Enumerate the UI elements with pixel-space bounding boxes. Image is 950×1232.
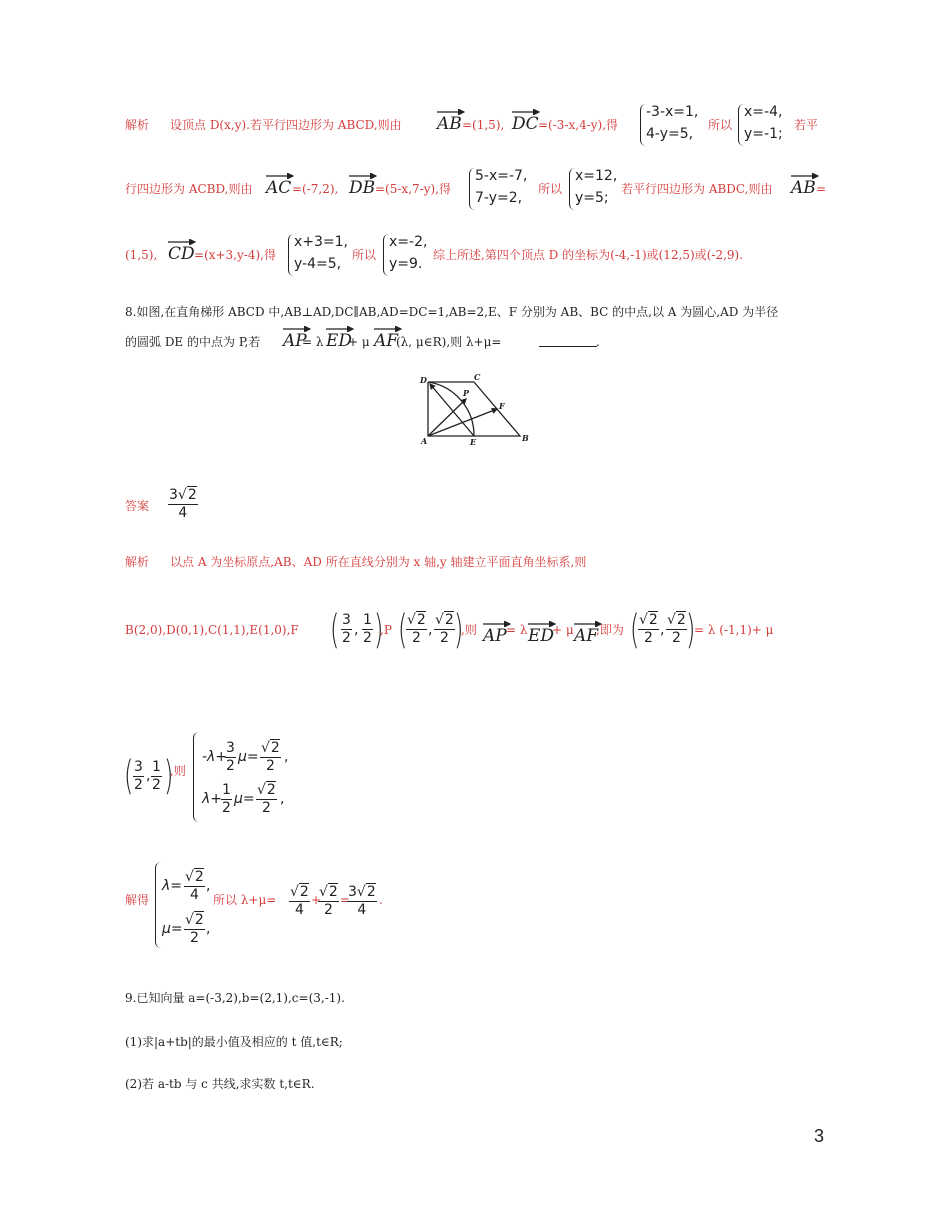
text: 所以 [708, 118, 733, 132]
text: = λ [506, 623, 528, 637]
equation: y=5; [575, 190, 609, 206]
fraction: $\frac{3√2}{4}$ [348, 884, 376, 918]
trapezoid-figure [418, 370, 536, 452]
text: . [596, 335, 600, 349]
comma: , [354, 622, 359, 638]
vector-ab: AB [791, 178, 816, 198]
question-8-line-1: 8.如图,在直角梯形 ABCD 中,AB⊥AD,DC∥AB,AD=DC=1,AB=2,E、F 分别为 AB、BC 的中点,以 A 为圆心,AD 为半径 [125, 305, 779, 319]
text: =(5-x,7-y),得 [375, 182, 451, 196]
question-8-line-2: 的圆弧 DE 的中点为 P,若 [125, 335, 261, 349]
fraction: $\frac{√2}{4}$ [290, 884, 309, 918]
vector-ap: AP [483, 626, 507, 646]
fraction: $\frac{√2}{4}$ [185, 869, 204, 903]
text: B(2,0),D(0,1),C(1,1),E(1,0),F [125, 623, 299, 637]
analysis-text: 设顶点 D(x,y).若平行四边形为 ABCD,则由 [170, 118, 402, 132]
comma: , [660, 622, 665, 638]
text: ,则 [461, 623, 477, 637]
paren: ( [630, 607, 640, 653]
vector-ac: AC [266, 178, 292, 198]
vector-ap: AP [283, 331, 307, 351]
text: . [379, 893, 383, 907]
label-c: C [474, 372, 481, 382]
fraction: $\frac{√2}{2}$ [639, 612, 658, 646]
fraction: $\frac{1}{2}$ [363, 612, 372, 646]
text: 行四边形为 ACBD,则由 [125, 182, 253, 196]
analysis-text: 以点 A 为坐标原点,AB、AD 所在直线分别为 x 轴,y 轴建立平面直角坐标系,则 [170, 555, 587, 569]
label-d: D [420, 375, 427, 385]
equation: x=-4, [744, 104, 783, 120]
fraction: $\frac{√2}{2}$ [185, 912, 204, 946]
text: 若平 [794, 118, 819, 132]
equation-part: , [206, 878, 211, 894]
answer-fraction: $\frac{3√2}{4}$ [169, 487, 197, 521]
paren: ) [686, 607, 696, 653]
equals: = [340, 893, 351, 907]
equation-part: -λ+ [202, 749, 228, 765]
text: 所以 [538, 182, 563, 196]
system-brace [193, 732, 201, 822]
question-9-line-2: (1)求|a+tb|的最小值及相应的 t 值,t∈R; [125, 1035, 343, 1049]
fraction: $\frac{1}{2}$ [222, 782, 231, 816]
answer-blank [539, 334, 597, 347]
text: + μ [348, 335, 370, 349]
equation-part: , [206, 921, 211, 937]
vector-dc: DC [512, 114, 539, 134]
label-p: P [463, 388, 470, 398]
equation-part: λ+ [202, 791, 223, 807]
paren: ( [330, 607, 340, 653]
equation-part: μ= [234, 791, 255, 807]
text: ,P [380, 623, 392, 637]
equation: 4-y=5, [646, 126, 694, 142]
vector-db: DB [349, 178, 376, 198]
equation: y=9. [389, 256, 423, 272]
equation-part: λ= [162, 878, 183, 894]
vector-ed: ED [528, 626, 555, 646]
vector-af: AF [574, 626, 599, 646]
equation: x=12, [575, 168, 618, 184]
text: = λ [302, 335, 324, 349]
comma: , [428, 622, 433, 638]
answer-label: 答案 [125, 499, 150, 513]
text: =(x+3,y-4),得 [194, 248, 276, 262]
text: = [816, 182, 827, 196]
fraction: $\frac{√2}{2}$ [261, 740, 280, 774]
equation: -3-x=1, [646, 104, 699, 120]
text: = λ (-1,1)+ μ [694, 623, 774, 637]
paren: ) [374, 607, 384, 653]
equation: 7-y=2, [475, 190, 523, 206]
label-e: E [470, 437, 477, 447]
fraction: $\frac{3}{2}$ [226, 740, 235, 774]
equation: x=-2, [389, 234, 428, 250]
text: ,则 [170, 764, 186, 778]
label-f: F [499, 401, 505, 411]
equation-part: , [284, 749, 289, 765]
paren: ( [124, 753, 134, 799]
text: 若平行四边形为 ABDC,则由 [621, 182, 773, 196]
fraction: $\frac{√2}{2}$ [257, 782, 276, 816]
question-9-line-1: 9.已知向量 a=(-3,2),b=(2,1),c=(3,-1). [125, 991, 345, 1005]
vector-ab: AB [437, 114, 462, 134]
fraction: $\frac{√2}{2}$ [319, 884, 338, 918]
text: 综上所述,第四个顶点 D 的坐标为(-4,-1)或(12,5)或(-2,9). [433, 248, 744, 262]
text: (λ, μ∈R),则 λ+μ= [396, 335, 502, 349]
fraction: $\frac{3}{2}$ [134, 759, 143, 793]
equation-part: μ= [162, 921, 183, 937]
text: (1,5), [125, 248, 158, 262]
vector-af: AF [374, 331, 399, 351]
text: + μ [552, 623, 574, 637]
analysis-label: 解析 [125, 118, 150, 132]
paren: ( [398, 607, 408, 653]
fraction: $\frac{1}{2}$ [152, 759, 161, 793]
vector-af-line [428, 409, 497, 436]
text: =(1,5), [462, 118, 505, 132]
plus: + [311, 893, 322, 907]
fraction: $\frac{√2}{2}$ [407, 612, 426, 646]
text: 所以 [352, 248, 377, 262]
equation: y-4=5, [294, 256, 342, 272]
comma: , [146, 768, 151, 784]
text: =(-7,2), [292, 182, 339, 196]
text: 所以 λ+μ= [213, 893, 277, 907]
equation-part: μ= [238, 749, 259, 765]
paren: ) [164, 753, 174, 799]
fraction: $\frac{√2}{2}$ [667, 612, 686, 646]
fraction: $\frac{3}{2}$ [342, 612, 351, 646]
page-number: 3 [814, 1126, 825, 1146]
analysis-label: 解析 [125, 555, 150, 569]
label-b: B [522, 433, 529, 443]
equation: y=-1; [744, 126, 783, 142]
vector-ed: ED [326, 331, 353, 351]
text: 解得 [125, 893, 150, 907]
question-9-line-3: (2)若 a-tb 与 c 共线,求实数 t,t∈R. [125, 1077, 315, 1091]
text: =(-3-x,4-y),得 [538, 118, 619, 132]
fraction: $\frac{√2}{2}$ [435, 612, 454, 646]
equation: 5-x=-7, [475, 168, 528, 184]
text: ,即为 [596, 623, 624, 637]
equation-part: , [280, 791, 285, 807]
label-a: A [421, 436, 428, 446]
vector-cd: CD [168, 244, 195, 264]
equation: x+3=1, [294, 234, 349, 250]
paren: ) [454, 607, 464, 653]
